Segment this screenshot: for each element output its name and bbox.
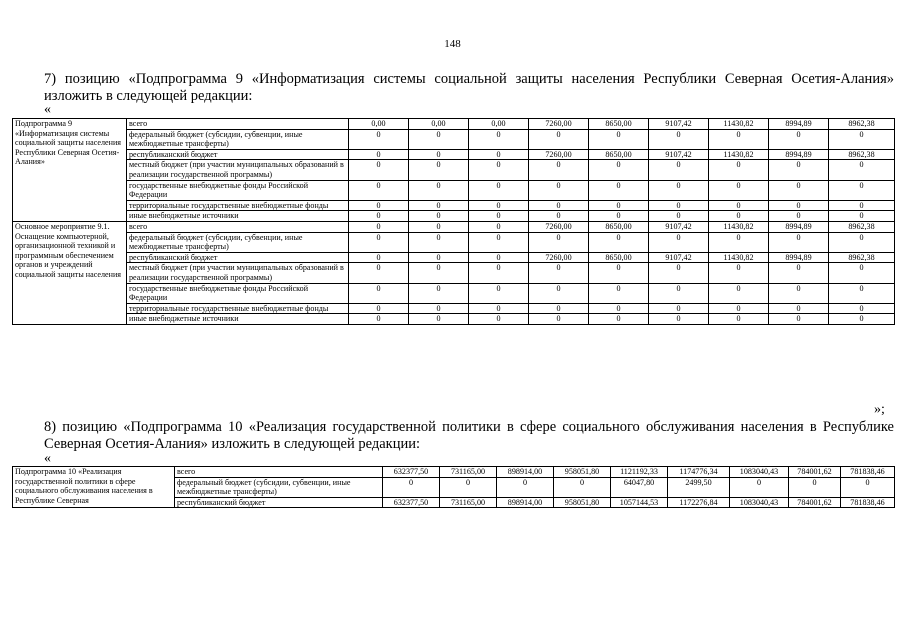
value-cell: 0 bbox=[469, 180, 529, 200]
funding-source-cell: иные внебюджетные источники bbox=[127, 314, 349, 325]
value-cell: 0 bbox=[529, 160, 589, 180]
value-cell: 0 bbox=[649, 263, 709, 283]
value-cell: 7260,00 bbox=[529, 119, 589, 130]
value-cell: 0 bbox=[529, 232, 589, 252]
funding-source-cell: местный бюджет (при участии муниципальных образований в реализации государственной программы) bbox=[127, 263, 349, 283]
value-cell: 0 bbox=[349, 232, 409, 252]
subprogram-10-table bbox=[12, 466, 895, 508]
value-cell: 0 bbox=[409, 283, 469, 303]
table-row bbox=[13, 221, 895, 232]
value-cell: 0 bbox=[349, 180, 409, 200]
funding-source-cell: федеральный бюджет (субсидии, субвенции, иные межбюджетные трансферты) bbox=[175, 477, 383, 497]
value-cell: 0 bbox=[829, 314, 895, 325]
value-cell: 731165,00 bbox=[440, 497, 497, 508]
value-cell: 0 bbox=[409, 149, 469, 160]
value-cell: 958051,80 bbox=[554, 497, 611, 508]
value-cell: 632377,50 bbox=[383, 467, 440, 478]
value-cell: 0 bbox=[769, 263, 829, 283]
funding-source-cell: республиканский бюджет bbox=[127, 149, 349, 160]
value-cell: 7260,00 bbox=[529, 149, 589, 160]
value-cell: 0 bbox=[409, 252, 469, 263]
funding-source-cell: федеральный бюджет (субсидии, субвенции, иные межбюджетные трансферты) bbox=[127, 129, 349, 149]
value-cell: 0 bbox=[769, 180, 829, 200]
table-row bbox=[13, 232, 895, 252]
open-quote-1: « bbox=[44, 102, 51, 117]
value-cell: 0 bbox=[529, 263, 589, 283]
value-cell: 0 bbox=[529, 180, 589, 200]
value-cell: 0 bbox=[769, 211, 829, 222]
value-cell: 0 bbox=[469, 232, 529, 252]
value-cell: 64047,80 bbox=[611, 477, 668, 497]
value-cell: 0 bbox=[409, 129, 469, 149]
value-cell: 0 bbox=[589, 180, 649, 200]
funding-source-cell: территориальные государственные внебюджетные фонды bbox=[127, 200, 349, 211]
value-cell: 8962,38 bbox=[829, 119, 895, 130]
value-cell: 0 bbox=[841, 477, 895, 497]
value-cell: 8994,89 bbox=[769, 119, 829, 130]
funding-source-cell: иные внебюджетные источники bbox=[127, 211, 349, 222]
value-cell: 0 bbox=[409, 221, 469, 232]
value-cell: 0 bbox=[649, 232, 709, 252]
table-row bbox=[13, 314, 895, 325]
value-cell: 0 bbox=[409, 314, 469, 325]
value-cell: 0 bbox=[469, 160, 529, 180]
open-quote-2: « bbox=[44, 451, 51, 466]
value-cell: 0 bbox=[409, 180, 469, 200]
program-name-cell: Подпрограмма 10 «Реализация государственной политики в сфере социального обслуживания населения в Республике Северная bbox=[13, 467, 175, 508]
value-cell: 0,00 bbox=[469, 119, 529, 130]
value-cell: 9107,42 bbox=[649, 119, 709, 130]
value-cell: 0 bbox=[769, 303, 829, 314]
table-row bbox=[13, 303, 895, 314]
value-cell: 8962,38 bbox=[829, 149, 895, 160]
funding-source-cell: республиканский бюджет bbox=[175, 497, 383, 508]
value-cell: 0 bbox=[649, 303, 709, 314]
value-cell: 11430,82 bbox=[709, 221, 769, 232]
value-cell: 0 bbox=[829, 129, 895, 149]
value-cell: 8994,89 bbox=[769, 149, 829, 160]
value-cell: 898914,00 bbox=[497, 467, 554, 478]
value-cell: 1057144,53 bbox=[611, 497, 668, 508]
funding-source-cell: всего bbox=[175, 467, 383, 478]
value-cell: 0 bbox=[554, 477, 611, 497]
value-cell: 0 bbox=[589, 211, 649, 222]
value-cell: 11430,82 bbox=[709, 252, 769, 263]
value-cell: 0 bbox=[383, 477, 440, 497]
value-cell: 2499,50 bbox=[668, 477, 730, 497]
value-cell: 0 bbox=[829, 200, 895, 211]
table-row bbox=[13, 283, 895, 303]
subprogram-9-table bbox=[12, 118, 895, 325]
value-cell: 0 bbox=[789, 477, 841, 497]
funding-source-cell: республиканский бюджет bbox=[127, 252, 349, 263]
value-cell: 0 bbox=[349, 160, 409, 180]
value-cell: 0 bbox=[409, 232, 469, 252]
value-cell: 11430,82 bbox=[709, 119, 769, 130]
value-cell: 0 bbox=[829, 211, 895, 222]
value-cell: 0 bbox=[469, 314, 529, 325]
value-cell: 0,00 bbox=[349, 119, 409, 130]
value-cell: 0 bbox=[769, 200, 829, 211]
value-cell: 0 bbox=[349, 129, 409, 149]
value-cell: 0 bbox=[469, 221, 529, 232]
value-cell: 9107,42 bbox=[649, 252, 709, 263]
funding-source-cell: федеральный бюджет (субсидии, субвенции, иные межбюджетные трансферты) bbox=[127, 232, 349, 252]
value-cell: 0 bbox=[589, 263, 649, 283]
program-name-cell: Подпрограмма 9 «Информатизация системы социальной защиты населения Республики Северная Осетия-Алания» bbox=[13, 119, 127, 222]
table-row bbox=[13, 149, 895, 160]
value-cell: 0 bbox=[589, 129, 649, 149]
value-cell: 8650,00 bbox=[589, 149, 649, 160]
value-cell: 0 bbox=[589, 314, 649, 325]
funding-source-cell: местный бюджет (при участии муниципальных образований в реализации государственной программы) bbox=[127, 160, 349, 180]
value-cell: 11430,82 bbox=[709, 149, 769, 160]
value-cell: 0 bbox=[409, 211, 469, 222]
table-row bbox=[13, 211, 895, 222]
value-cell: 0 bbox=[497, 477, 554, 497]
value-cell: 1172276,84 bbox=[668, 497, 730, 508]
funding-source-cell: государственные внебюджетные фонды Российской Федерации bbox=[127, 283, 349, 303]
close-quote: »; bbox=[874, 402, 885, 417]
value-cell: 0 bbox=[409, 160, 469, 180]
value-cell: 0 bbox=[829, 283, 895, 303]
value-cell: 0 bbox=[529, 283, 589, 303]
value-cell: 0 bbox=[649, 211, 709, 222]
value-cell: 0 bbox=[769, 283, 829, 303]
value-cell: 9107,42 bbox=[649, 149, 709, 160]
value-cell: 0 bbox=[349, 149, 409, 160]
value-cell: 0 bbox=[829, 263, 895, 283]
funding-source-cell: всего bbox=[127, 119, 349, 130]
item-7-text: 7) позицию «Подпрограмма 9 «Информатизация системы социальной защиты населения Республики Северная Осетия-Алания» изложить в следующей редакции: bbox=[44, 71, 894, 104]
value-cell: 0 bbox=[409, 200, 469, 211]
value-cell: 0 bbox=[649, 200, 709, 211]
value-cell: 0 bbox=[529, 314, 589, 325]
value-cell: 0 bbox=[709, 160, 769, 180]
page-number: 148 bbox=[444, 38, 461, 50]
table-row bbox=[13, 200, 895, 211]
value-cell: 1174776,34 bbox=[668, 467, 730, 478]
value-cell: 0 bbox=[709, 283, 769, 303]
value-cell: 8650,00 bbox=[589, 221, 649, 232]
value-cell: 0 bbox=[349, 211, 409, 222]
value-cell: 0 bbox=[589, 160, 649, 180]
value-cell: 7260,00 bbox=[529, 252, 589, 263]
table-row bbox=[13, 467, 895, 478]
funding-source-cell: всего bbox=[127, 221, 349, 232]
value-cell: 0 bbox=[649, 314, 709, 325]
value-cell: 0 bbox=[469, 283, 529, 303]
value-cell: 0 bbox=[709, 180, 769, 200]
value-cell: 7260,00 bbox=[529, 221, 589, 232]
value-cell: 0 bbox=[709, 200, 769, 211]
value-cell: 0 bbox=[829, 303, 895, 314]
value-cell: 0 bbox=[829, 160, 895, 180]
table-row bbox=[13, 129, 895, 149]
table-row bbox=[13, 180, 895, 200]
value-cell: 8962,38 bbox=[829, 221, 895, 232]
value-cell: 781838,46 bbox=[841, 467, 895, 478]
item-8-text: 8) позицию «Подпрограмма 10 «Реализация государственной политики в сфере социального обслуживания населения в Республике Северная Осетия-Алания» изложить в следующей редакции: bbox=[44, 419, 894, 452]
value-cell: 0 bbox=[349, 200, 409, 211]
value-cell: 1083040,43 bbox=[730, 467, 789, 478]
value-cell: 0 bbox=[649, 129, 709, 149]
table-row bbox=[13, 263, 895, 283]
value-cell: 784001,62 bbox=[789, 467, 841, 478]
value-cell: 0 bbox=[349, 221, 409, 232]
program-name-cell: Основное мероприятие 9.1. Оснащение компьютерной, организационной техникой и программным обеспечением органов и учреждений социальной защиты населения bbox=[13, 221, 127, 324]
value-cell: 0 bbox=[769, 314, 829, 325]
value-cell: 0 bbox=[469, 263, 529, 283]
funding-source-cell: территориальные государственные внебюджетные фонды bbox=[127, 303, 349, 314]
value-cell: 0 bbox=[709, 129, 769, 149]
value-cell: 0 bbox=[709, 211, 769, 222]
value-cell: 0 bbox=[409, 263, 469, 283]
value-cell: 0 bbox=[440, 477, 497, 497]
value-cell: 0 bbox=[829, 232, 895, 252]
value-cell: 731165,00 bbox=[440, 467, 497, 478]
value-cell: 0 bbox=[709, 263, 769, 283]
value-cell: 0 bbox=[349, 283, 409, 303]
table-row bbox=[13, 252, 895, 263]
value-cell: 0 bbox=[769, 232, 829, 252]
value-cell: 784001,62 bbox=[789, 497, 841, 508]
value-cell: 0 bbox=[349, 303, 409, 314]
value-cell: 0 bbox=[469, 303, 529, 314]
value-cell: 0 bbox=[529, 200, 589, 211]
value-cell: 0 bbox=[529, 303, 589, 314]
value-cell: 0 bbox=[649, 283, 709, 303]
value-cell: 0 bbox=[709, 232, 769, 252]
table-row bbox=[13, 119, 895, 130]
value-cell: 0 bbox=[649, 180, 709, 200]
value-cell: 0,00 bbox=[409, 119, 469, 130]
value-cell: 0 bbox=[589, 303, 649, 314]
value-cell: 0 bbox=[469, 200, 529, 211]
value-cell: 0 bbox=[469, 252, 529, 263]
value-cell: 1083040,43 bbox=[730, 497, 789, 508]
value-cell: 0 bbox=[529, 211, 589, 222]
table-row bbox=[13, 160, 895, 180]
value-cell: 958051,80 bbox=[554, 467, 611, 478]
value-cell: 0 bbox=[529, 129, 589, 149]
value-cell: 0 bbox=[730, 477, 789, 497]
value-cell: 0 bbox=[349, 252, 409, 263]
value-cell: 0 bbox=[589, 232, 649, 252]
value-cell: 8650,00 bbox=[589, 252, 649, 263]
value-cell: 0 bbox=[469, 211, 529, 222]
value-cell: 0 bbox=[709, 303, 769, 314]
value-cell: 1121192,33 bbox=[611, 467, 668, 478]
value-cell: 9107,42 bbox=[649, 221, 709, 232]
value-cell: 0 bbox=[469, 149, 529, 160]
value-cell: 0 bbox=[349, 263, 409, 283]
value-cell: 781838,46 bbox=[841, 497, 895, 508]
value-cell: 8994,89 bbox=[769, 252, 829, 263]
value-cell: 0 bbox=[349, 314, 409, 325]
value-cell: 0 bbox=[589, 200, 649, 211]
value-cell: 898914,00 bbox=[497, 497, 554, 508]
value-cell: 0 bbox=[589, 283, 649, 303]
value-cell: 8962,38 bbox=[829, 252, 895, 263]
value-cell: 0 bbox=[649, 160, 709, 180]
funding-source-cell: государственные внебюджетные фонды Российской Федерации bbox=[127, 180, 349, 200]
value-cell: 0 bbox=[469, 129, 529, 149]
value-cell: 0 bbox=[769, 160, 829, 180]
value-cell: 8994,89 bbox=[769, 221, 829, 232]
value-cell: 632377,50 bbox=[383, 497, 440, 508]
value-cell: 0 bbox=[829, 180, 895, 200]
value-cell: 0 bbox=[769, 129, 829, 149]
value-cell: 0 bbox=[709, 314, 769, 325]
value-cell: 8650,00 bbox=[589, 119, 649, 130]
value-cell: 0 bbox=[409, 303, 469, 314]
